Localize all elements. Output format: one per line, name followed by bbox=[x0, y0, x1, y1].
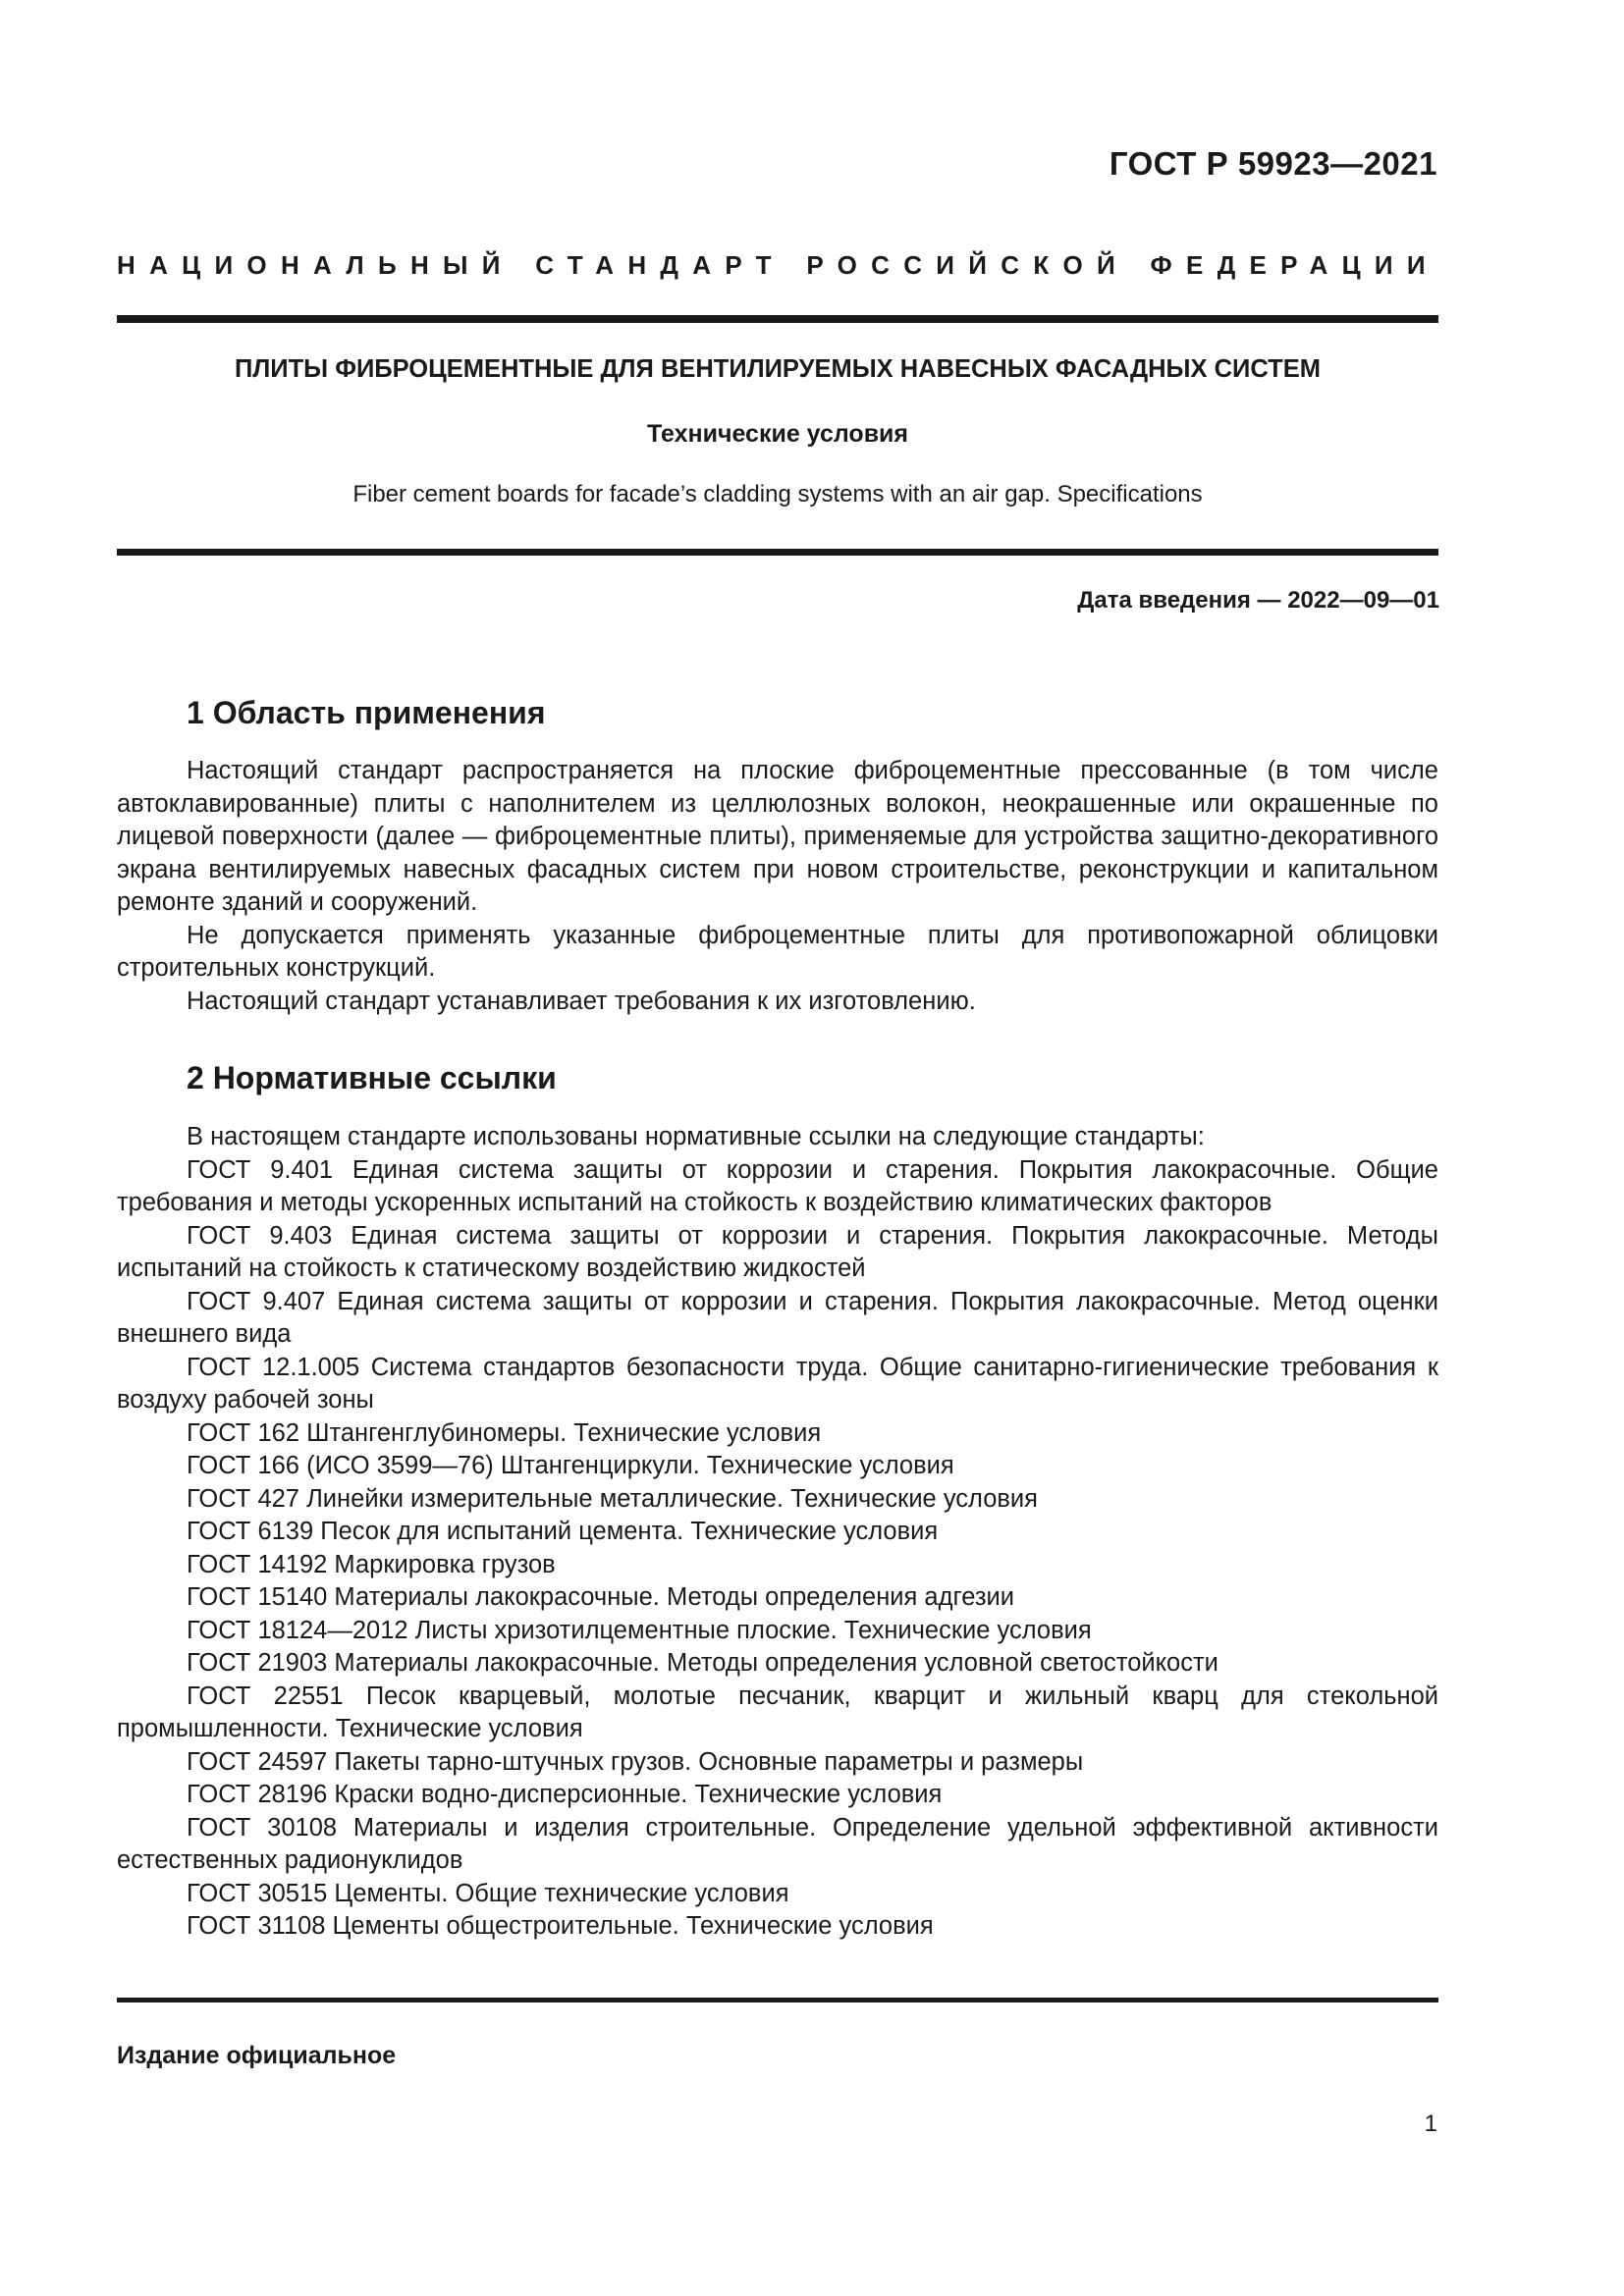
page-number: 1 bbox=[1424, 2110, 1437, 2137]
document-subtitle: Технические условия bbox=[646, 420, 909, 448]
document-title: ПЛИТЫ ФИБРОЦЕМЕНТНЫЕ ДЛЯ ВЕНТИЛИРУЕМЫХ НАВЕСНЫХ ФАСАДНЫХ СИСТЕМ bbox=[235, 355, 1321, 383]
reference-item: ГОСТ 30108 Материалы и изделия строительные. Определение удельной эффективной активности естественных радионуклидов bbox=[117, 1813, 1438, 1874]
english-title: Fiber cement boards for facade’s cladding systems with an air gap. Specifications bbox=[352, 481, 1203, 507]
footer-divider bbox=[117, 1998, 1438, 2002]
section-heading-references: 2 Нормативные ссылки bbox=[187, 1060, 557, 1095]
reference-item: ГОСТ 12.1.005 Система стандартов безопасности труда. Общие санитарно-гигиенические требования к воздуху рабочей зоны bbox=[117, 1353, 1438, 1414]
reference-item: ГОСТ 15140 Материалы лакокрасочные. Методы определения адгезии bbox=[187, 1583, 1015, 1611]
document-code: ГОСТ Р 59923—2021 bbox=[1109, 145, 1437, 182]
national-standard-banner: НАЦИОНАЛЬНЫЙ СТАНДАРТ РОССИЙСКОЙ ФЕДЕРАЦИИ bbox=[117, 250, 1439, 280]
reference-item: ГОСТ 162 Штангенглубиномеры. Технические условия bbox=[187, 1418, 822, 1447]
reference-item: ГОСТ 9.407 Единая система защиты от коррозии и старения. Покрытия лакокрасочные. Метод оценки внешнего вида bbox=[117, 1287, 1438, 1348]
title-divider bbox=[117, 549, 1438, 556]
section-body-references bbox=[117, 1121, 1438, 1944]
reference-item: ГОСТ 18124—2012 Листы хризотилцементные плоские. Технические условия bbox=[187, 1616, 1092, 1644]
introduction-date: Дата введения — 2022—09—01 bbox=[1077, 587, 1439, 614]
top-divider bbox=[117, 315, 1438, 323]
reference-item: ГОСТ 14192 Маркировка грузов bbox=[187, 1550, 556, 1578]
reference-item: ГОСТ 427 Линейки измерительные металлические. Технические условия bbox=[187, 1484, 1038, 1513]
reference-item: ГОСТ 9.403 Единая система защиты от коррозии и старения. Покрытия лакокрасочные. Методы испытаний на стойкость к статическому воздействию жидкостей bbox=[117, 1221, 1438, 1282]
reference-item: ГОСТ 28196 Краски водно-дисперсионные. Технические условия bbox=[187, 1781, 943, 1808]
section-heading-scope: 1 Область применения bbox=[187, 695, 546, 730]
reference-item: ГОСТ 166 (ИСО 3599—76) Штангенциркули. Технические условия bbox=[187, 1452, 954, 1479]
paragraph: Не допускается применять указанные фиброцементные плиты для противопожарной облицовки строительных конструкций. bbox=[117, 921, 1438, 982]
reference-item: ГОСТ 22551 Песок кварцевый, молотые песчаник, кварцит и жильный кварц для стекольной промышленности. Технические условия bbox=[117, 1682, 1438, 1742]
paragraph: В настоящем стандарте использованы нормативные ссылки на следующие стандарты: bbox=[187, 1123, 1205, 1150]
paragraph: Настоящий стандарт устанавливает требования к их изготовлению. bbox=[187, 987, 976, 1015]
reference-item: ГОСТ 30515 Цементы. Общие технические условия bbox=[187, 1879, 789, 1907]
paragraph: Настоящий стандарт распространяется на плоские фиброцементные прессованные (в том числе автоклавированные) плиты с наполнителем из целлюлозных волокон, неокрашенные или окрашенные по лицевой поверхности (далее — фиброцементные плиты), применяемые для устройства защитно-декоративного экрана вентилируемых навесных фасадных систем при новом строительстве, реконструкции и капитальном ремонте зданий и сооружений. bbox=[117, 757, 1438, 916]
reference-item: ГОСТ 6139 Песок для испытаний цемента. Технические условия bbox=[187, 1518, 939, 1545]
section-body-scope bbox=[117, 755, 1438, 1018]
reference-item: ГОСТ 9.401 Единая система защиты от коррозии и старения. Покрытия лакокрасочные. Общие требования и методы ускоренных испытаний на стойкость к воздействию климатических факторов bbox=[117, 1155, 1438, 1216]
reference-item: ГОСТ 31108 Цементы общестроительные. Технические условия bbox=[187, 1912, 934, 1940]
official-edition-label: Издание официальное bbox=[117, 2042, 397, 2069]
reference-item: ГОСТ 21903 Материалы лакокрасочные. Методы определения условной светостойкости bbox=[187, 1649, 1218, 1677]
reference-item: ГОСТ 24597 Пакеты тарно-штучных грузов. Основные параметры и размеры bbox=[187, 1747, 1084, 1776]
